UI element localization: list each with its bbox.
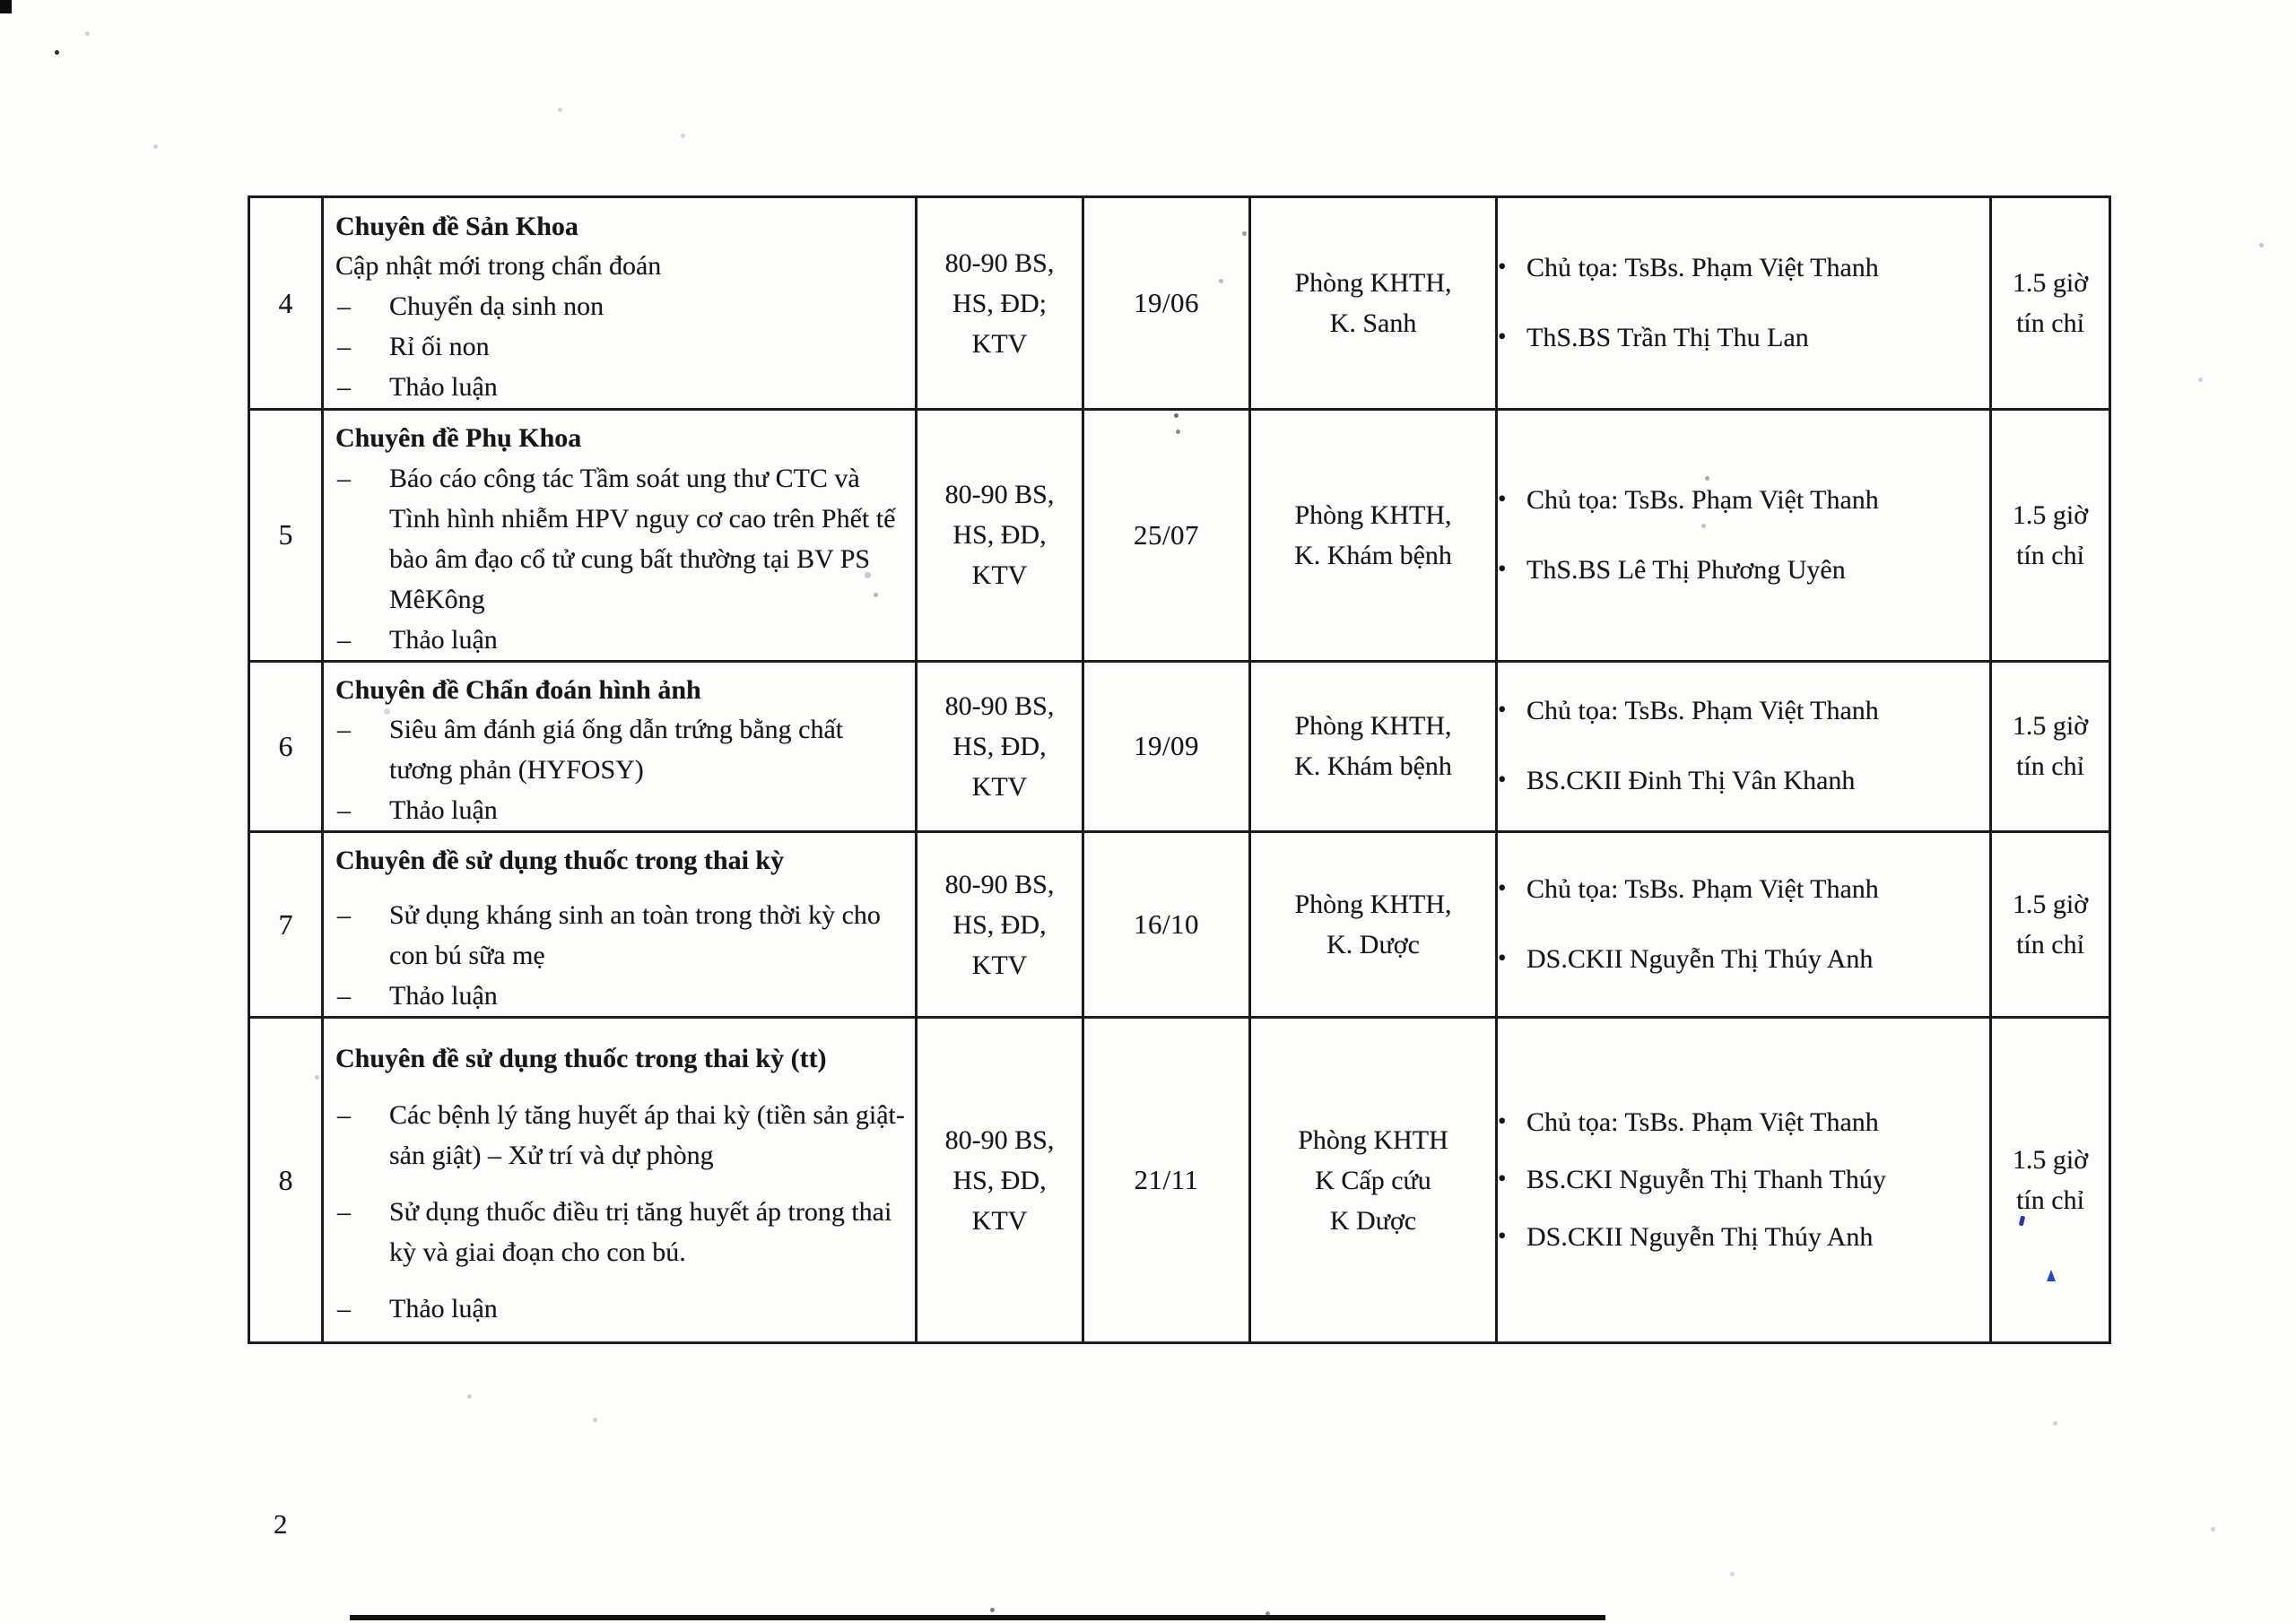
bullet-icon: • xyxy=(1498,554,1507,582)
dash-icon: – xyxy=(337,291,351,322)
topic-item-text: Các bệnh lý tăng huyết áp thai kỳ (tiền sản giật-sản giật) – Xử trí và dự phòng xyxy=(389,1099,905,1170)
credit-cell xyxy=(1991,661,2110,832)
topic-title: Chuyên đề sử dụng thuốc trong thai kỳ (tt) xyxy=(335,1044,827,1074)
speaker-name: Chủ tọa: TsBs. Phạm Việt Thanh xyxy=(1526,874,1879,904)
dash-icon: – xyxy=(337,372,351,403)
dash-icon: – xyxy=(337,624,351,655)
topic-cell xyxy=(323,1018,917,1343)
cell-line: tín chỉ xyxy=(2016,1185,2084,1215)
cell-line: 1.5 giờ xyxy=(2012,499,2089,530)
credit-cell xyxy=(1991,410,2110,662)
topic-item-text: Thảo luận xyxy=(389,1293,498,1324)
table-row xyxy=(249,832,2110,1018)
row-number-cell: 6 xyxy=(249,661,323,832)
topic-item-text: Sử dụng thuốc điều trị tăng huyết áp trong thai kỳ và giai đoạn cho con bú. xyxy=(389,1196,892,1267)
bullet-icon: • xyxy=(1498,696,1507,724)
topic-title: Chuyên đề Chẩn đoán hình ảnh xyxy=(335,674,701,705)
cell-line: 80-90 BS, xyxy=(944,247,1055,278)
cell-line: K Dược xyxy=(1329,1205,1417,1236)
credit-cell xyxy=(1991,1018,2110,1343)
speaker-name: Chủ tọa: TsBs. Phạm Việt Thanh xyxy=(1526,484,1879,515)
credit-cell xyxy=(1991,832,2110,1018)
row-number-cell: 8 xyxy=(249,1018,323,1343)
topic-item-text: Thảo luận xyxy=(389,372,498,403)
speakers-cell xyxy=(1497,1018,1991,1343)
location-cell xyxy=(1250,197,1497,410)
topic-item-text: Chuyển dạ sinh non xyxy=(389,291,604,322)
bullet-icon: • xyxy=(1498,1222,1507,1249)
topic-item-text: Sử dụng kháng sinh an toàn trong thời kỳ cho con bú sữa mẹ xyxy=(389,899,881,970)
topic-item-text: Thảo luận xyxy=(389,795,498,825)
date-cell: 19/09 xyxy=(1083,661,1250,832)
cell-line: 80-90 BS, xyxy=(944,690,1055,721)
cell-line: KTV xyxy=(971,950,1028,980)
topic-cell xyxy=(323,197,917,410)
cell-line: 1.5 giờ xyxy=(2012,1145,2089,1175)
topic-cell xyxy=(323,832,917,1018)
cell-line: 80-90 BS, xyxy=(944,869,1055,899)
dash-icon: – xyxy=(337,1196,351,1227)
dash-icon: – xyxy=(337,899,351,930)
table-row xyxy=(249,661,2110,832)
topic-item-text: Rỉ ối non xyxy=(389,332,490,362)
date-cell: 19/06 xyxy=(1083,197,1250,410)
dash-icon: – xyxy=(337,1099,351,1130)
cell-line: K. Khám bệnh xyxy=(1294,540,1452,570)
cell-line: 80-90 BS, xyxy=(944,1124,1055,1155)
row-number-cell: 7 xyxy=(249,832,323,1018)
date-cell: 25/07 xyxy=(1083,410,1250,662)
topic-items xyxy=(324,709,915,830)
speaker-name: Chủ tọa: TsBs. Phạm Việt Thanh xyxy=(1526,696,1879,726)
bullet-icon: • xyxy=(1498,766,1507,794)
row-number-cell: 5 xyxy=(249,410,323,662)
cell-line: HS, ĐD; xyxy=(952,288,1047,318)
cell-line: 1.5 giờ xyxy=(2012,711,2089,742)
bullet-icon: • xyxy=(1498,874,1507,901)
speaker-name: BS.CKI Nguyễn Thị Thanh Thúy xyxy=(1526,1165,1886,1194)
topic-title: Chuyên đề Sản Khoa xyxy=(335,211,578,241)
scan-speckles xyxy=(0,0,3,3)
bullet-icon: • xyxy=(1498,484,1507,512)
training-schedule-table xyxy=(248,195,2111,1344)
table-row xyxy=(249,197,2110,410)
cell-line: tín chỉ xyxy=(2016,308,2084,338)
cell-line: Phòng KHTH xyxy=(1298,1124,1448,1155)
cell-line: tín chỉ xyxy=(2016,930,2084,959)
speaker-name: BS.CKII Đinh Thị Vân Khanh xyxy=(1526,766,1856,796)
audience-cell xyxy=(917,832,1083,1018)
cell-line: K. Dược xyxy=(1326,930,1420,959)
cell-line: 1.5 giờ xyxy=(2012,268,2089,298)
speaker-name: Chủ tọa: TsBs. Phạm Việt Thanh xyxy=(1526,1107,1879,1137)
table-row xyxy=(249,410,2110,662)
location-cell xyxy=(1250,661,1497,832)
speakers-cell xyxy=(1497,832,1991,1018)
row-number-cell: 4 xyxy=(249,197,323,410)
topic-item-text: Thảo luận xyxy=(389,980,498,1011)
topic-cell xyxy=(323,410,917,662)
cell-line: HS, ĐD, xyxy=(952,731,1047,761)
audience-cell xyxy=(917,1018,1083,1343)
location-cell xyxy=(1250,1018,1497,1343)
cell-line: Phòng KHTH, xyxy=(1294,711,1452,742)
cell-line: 80-90 BS, xyxy=(944,480,1055,510)
dash-icon: – xyxy=(337,463,351,493)
cell-line: Phòng KHTH, xyxy=(1294,268,1452,298)
cell-line: HS, ĐD, xyxy=(952,1165,1047,1195)
topic-title: Chuyên đề sử dụng thuốc trong thai kỳ xyxy=(335,846,785,876)
topic-items xyxy=(324,1095,915,1329)
cell-line: Phòng KHTH, xyxy=(1294,890,1452,919)
speaker-name: DS.CKII Nguyễn Thị Thúy Anh xyxy=(1526,944,1874,974)
dash-icon: – xyxy=(337,332,351,362)
topic-item-text: Báo cáo công tác Tầm soát ung thư CTC và Tình hình nhiễm HPV nguy cơ cao trên Phết tế bào âm đạo cổ tử cung bất thường tại BV PS MêKông xyxy=(389,463,896,614)
topic-intro: Cập nhật mới trong chẩn đoán xyxy=(335,251,662,282)
cell-line: KTV xyxy=(971,771,1028,802)
dash-icon: – xyxy=(337,715,351,744)
speaker-name: Chủ tọa: TsBs. Phạm Việt Thanh xyxy=(1526,253,1879,282)
speakers-cell xyxy=(1497,410,1991,662)
speaker-name: ThS.BS Lê Thị Phương Uyên xyxy=(1526,554,1846,585)
location-cell xyxy=(1250,410,1497,662)
cell-line: KTV xyxy=(971,1205,1028,1236)
audience-cell xyxy=(917,661,1083,832)
cell-line: KTV xyxy=(971,328,1028,359)
location-cell xyxy=(1250,832,1497,1018)
cell-line: K Cấp cứu xyxy=(1315,1165,1431,1195)
cell-line: HS, ĐD, xyxy=(952,520,1047,551)
speaker-name: DS.CKII Nguyễn Thị Thúy Anh xyxy=(1526,1222,1874,1252)
topic-item-text: Siêu âm đánh giá ống dẫn trứng bằng chất tương phản (HYFOSY) xyxy=(389,715,844,785)
topic-items xyxy=(324,895,915,1016)
audience-cell xyxy=(917,410,1083,662)
pen-mark xyxy=(2047,1270,2056,1281)
bullet-icon: • xyxy=(1498,1165,1507,1192)
credit-cell xyxy=(1991,197,2110,410)
speakers-cell xyxy=(1497,197,1991,410)
bullet-icon: • xyxy=(1498,323,1507,350)
cell-line: HS, ĐD, xyxy=(952,909,1047,940)
page-number: 2 xyxy=(274,1508,288,1540)
topic-cell xyxy=(323,661,917,832)
cell-line: 1.5 giờ xyxy=(2012,890,2089,919)
speaker-name: ThS.BS Trần Thị Thu Lan xyxy=(1526,323,1809,352)
topic-items xyxy=(324,286,915,407)
dash-icon: – xyxy=(337,980,351,1011)
cell-line: tín chỉ xyxy=(2016,540,2084,570)
bullet-icon: • xyxy=(1498,944,1507,971)
dash-icon: – xyxy=(337,1293,351,1324)
speakers-cell xyxy=(1497,661,1991,832)
audience-cell xyxy=(917,197,1083,410)
date-cell: 21/11 xyxy=(1083,1018,1250,1343)
cell-line: KTV xyxy=(971,560,1028,591)
bullet-icon: • xyxy=(1498,253,1507,280)
date-cell: 16/10 xyxy=(1083,832,1250,1018)
topic-title: Chuyên đề Phụ Khoa xyxy=(335,423,582,453)
cell-line: Phòng KHTH, xyxy=(1294,499,1452,530)
cell-line: K. Khám bệnh xyxy=(1294,751,1452,782)
bullet-icon: • xyxy=(1498,1107,1507,1134)
scan-edge-bar xyxy=(350,1615,1605,1620)
cell-line: K. Sanh xyxy=(1329,308,1417,338)
topic-item-text: Thảo luận xyxy=(389,624,498,655)
dash-icon: – xyxy=(337,795,351,825)
cell-line: tín chỉ xyxy=(2016,751,2084,782)
topic-items xyxy=(324,458,915,660)
table-row xyxy=(249,1018,2110,1343)
